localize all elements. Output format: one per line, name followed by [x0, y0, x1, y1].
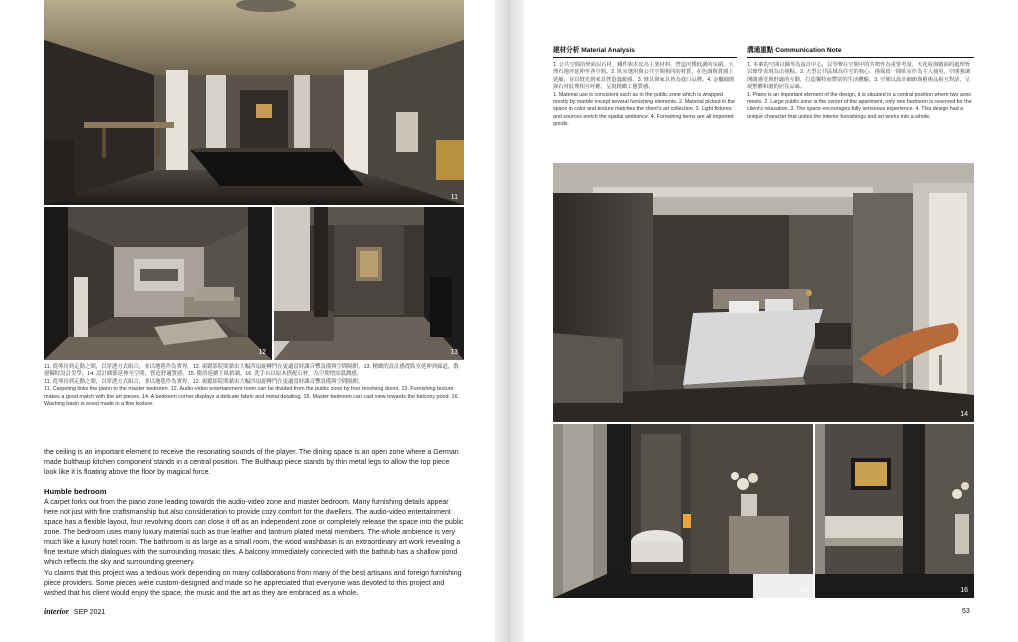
photo-washbasin [815, 424, 974, 598]
communication-english: 1. Piano is an important element of the design, it is situated in a central position where two axes meets. 2. Large public zone is the center of the apartment, only one bedroom is reserved for the client's relaxation. 3. The space encourages fully sensuous experience. 4. This design had a unique character that unites the interior furnishings and art works into a whole. [747, 91, 972, 120]
photo-audio-video-room [44, 207, 272, 360]
body-intro: the ceiling is an important element to receive the resonating sounds of the player. The dining space is an open zone where a German made bulthaup kitchen component stands in a central position. The Bulthaup piece stands by thin metal legs to allow the top piece look like it is floating above the floor by magical force. [44, 449, 459, 477]
body-paragraph-1: A carpet forks out from the piano zone leading towards the audio-video zone and master bedroom. Many furnishing details appear here not just with fine craftsmanship but also consideration to provide cozy comfort for the dwellers. The audio-video entertainment space has a flexible layout, four revolving doors can close it off as an independent zone or completely release the space into the public zone. The bedroom uses many luxury material such as true leather and tantrum plated metal members. The whole ambience is very much like a luxury hotel room. The bathroom is as large as a small room, the wood washbasin is an extraordinary art work revealing a fine texture which dialogues with the surrounding mosaic tiles. A balcony immediately connected with the bathtub has a shallow pond which reflects the sky and surrounding greenery. [44, 499, 464, 567]
photo-14-illustration [553, 163, 974, 422]
page-number: 53 [962, 608, 970, 615]
subheading-humble-bedroom: Humble bedroom [44, 487, 107, 497]
communication-chinese: 1. 本案的空間以鋼琴為設計中心，以琴聲在空間中的共鳴作為重要考量，天花板與牆面的處理皆以聲學表現為出發點。2. 大型公共區域為住宅的核心，僅保留一間臥室作為主人使用，空間強調開闊感受與舒適的互動，打造獨特而豐富的生活體驗。3. 空間以設計細節與藝術品相互對話，呈現整體和諧的居住品味。 [747, 62, 971, 91]
material-analysis-text [553, 62, 737, 129]
page-gutter [494, 0, 524, 642]
caption-chinese: 11. 從琴房到走動之間，以穿透方式組合，並以地毯作為實界。12. 視聽影院間藉由大幅四扇旋轉門在更適當時讓音響設備與空間隔開。13. 精緻的設計感從臥室延伸到廊道，散發獨特設計美學；14. 設計細節延伸至空間，營造舒適質感。15. 衛浴延續主臥格調。16. 洗手台以原木搭配石材，為空間增添溫潤感。 [44, 364, 459, 378]
communication-heading-rule [747, 57, 974, 58]
photo-12-illustration [44, 207, 272, 360]
photo-11-illustration [44, 0, 464, 205]
material-analysis-sidebar [553, 44, 737, 129]
photo-number-15: 15 [799, 587, 807, 594]
photo-bathroom [553, 424, 813, 598]
photo-captions [44, 364, 464, 408]
caption-english: 11. Carpeting links the piano to the master bedroom. 12. Audio-video entertainment room can be divided from the public zone by four revolving doors. 13. Furnishing texture makes a good match with the art pieces. 14. A bedroom corner displays a delicate fabric and metal detailing. 15. Master bedroom can cast view towards the balcony pond. 16. Washing basin is wood made in a fine texture. [44, 386, 460, 408]
material-analysis-heading: 建材分析 Material Analysis [553, 47, 635, 54]
photo-number-12: 12 [258, 349, 266, 356]
caption-chinese-continued: 11. 從琴房到走動之間，以穿透方式組合，並以地毯作為實界。12. 視聽影院間藉由大幅四扇旋轉門在更適當時讓音響設備與空間隔開。 [44, 378, 364, 385]
material-english: 1. Material use is consistent such as in the public zone which is wrapped mostly by marble except several furnishing elements. 2. Material picked in the space in color and texture matches the client's art collection. 3. Light fixtures and sources enrich the spatial ambience. 4. Furnishing items are all imported goods. [553, 91, 735, 128]
photo-number-16: 16 [960, 587, 968, 594]
photo-number-14: 14 [960, 411, 968, 418]
photo-piano-dining-room [44, 0, 464, 205]
material-heading-rule [553, 57, 737, 58]
photo-13-illustration [274, 207, 464, 360]
photo-number-11: 11 [450, 194, 458, 201]
communication-note-heading: 溝通重點 Communication Note [747, 47, 842, 54]
communication-note-text [747, 62, 974, 121]
photo-number-13: 13 [450, 349, 458, 356]
body-paragraph-2: Yu claims that this project was a tedious work depending on many collaborations from many of the best artisans and foreign furnishing piece providers. Some pieces were custom-designed and made so he appreciated that everyone was devoted to this project and wished that his client would enjoy the space, the music and the art as they are embraced as a whole. [44, 569, 462, 597]
issue-date: SEP 2021 [73, 609, 106, 616]
photo-16-illustration [815, 424, 974, 598]
material-chinese: 1. 公共空間的壁面以石材、鐵件與木皮為主要材料，營造沉穩低調的氛圍，大理石地坪延伸至各空間。2. 臥室選用與公共空間相同的材質，在色調與質感上延續，並以燈光與家具營造溫暖感。3. 燈具與家具皆為進口品牌。4. 金屬細節與石材紋理相互呼應，呈現精緻工藝質感。 [553, 62, 735, 91]
magazine-logo: interior [44, 607, 69, 616]
photo-bedroom-corridor [274, 207, 464, 360]
communication-note-sidebar [747, 44, 974, 121]
photo-master-bedroom [553, 163, 974, 422]
footer-left [44, 607, 244, 619]
article-body [44, 448, 464, 599]
photo-15-illustration [553, 424, 813, 598]
